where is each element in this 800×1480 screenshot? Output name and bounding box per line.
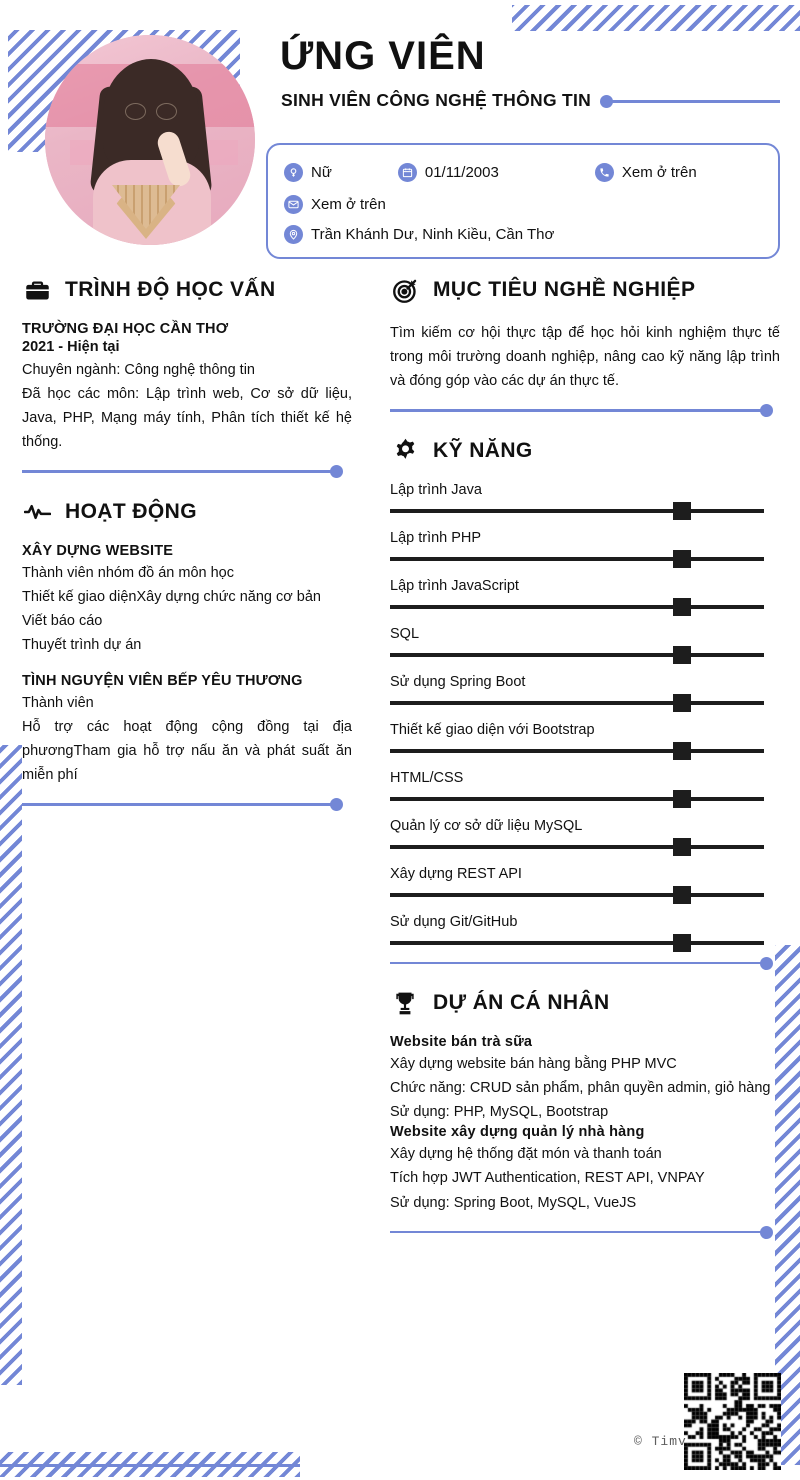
section-activities-title: HOẠT ĐỘNG [65, 499, 197, 523]
project-item [390, 1124, 780, 1214]
contact-gender [284, 163, 332, 182]
skill-row [390, 674, 780, 705]
activities-divider [22, 803, 338, 806]
section-activities-header [22, 497, 352, 527]
gender-value: Nữ [311, 164, 332, 181]
project-line: Chức năng: CRUD sản phẩm, phân quyền admin, giỏ hàng [390, 1080, 771, 1097]
education-courses: Đã học các môn: Lập trình web, Cơ sở dữ liệu, Java, PHP, Mạng máy tính, Phân tích thiết kế hệ thống. [22, 386, 352, 451]
skill-slider[interactable] [390, 653, 764, 657]
location-pin-icon [284, 225, 303, 244]
section-skills-header [390, 436, 780, 466]
skill-row [390, 626, 780, 657]
activity-line: Viết báo cáo [22, 612, 103, 629]
skill-slider-handle[interactable] [673, 598, 691, 616]
contact-email [284, 195, 386, 214]
education-divider [22, 470, 338, 473]
contact-phone [595, 163, 697, 182]
skill-name: Lập trình PHP [390, 529, 482, 546]
skill-slider-handle[interactable] [673, 838, 691, 856]
birthday-value: 01/11/2003 [424, 164, 499, 181]
skill-name: Xây dựng REST API [390, 865, 522, 882]
skill-row [390, 722, 780, 753]
education-period: 2021 - Hiện tại [22, 339, 120, 355]
skill-name: Lập trình Java [390, 481, 482, 498]
skill-slider[interactable] [390, 509, 764, 513]
decor-stripes-left-edge [0, 745, 22, 1385]
activity-line: Thuyết trình dự án [22, 636, 142, 653]
briefcase-icon [22, 275, 52, 305]
section-education-title: TRÌNH ĐỘ HỌC VẤN [65, 278, 276, 301]
skill-name: Thiết kế giao diện với Bootstrap [390, 721, 595, 738]
education-school: TRƯỜNG ĐẠI HỌC CẦN THƠ [22, 321, 229, 337]
pulse-icon [22, 497, 52, 527]
contact-card [266, 143, 780, 259]
skill-name: Lập trình JavaScript [390, 577, 519, 594]
qr-code [684, 1373, 781, 1470]
skill-slider-handle[interactable] [673, 934, 691, 952]
section-objective-title: MỤC TIÊU NGHỀ NGHIỆP [433, 278, 696, 301]
activity-title: XÂY DỰNG WEBSITE [22, 542, 174, 559]
skills-list [390, 482, 780, 945]
section-projects-header [390, 988, 780, 1018]
skill-name: SQL [390, 625, 420, 642]
watermark: © Timv [634, 1434, 687, 1449]
skill-row [390, 914, 780, 945]
decor-bottom-rule [0, 1464, 300, 1467]
project-line: Xây dựng hệ thống đặt món và thanh toán [390, 1146, 662, 1163]
objective-text: Tìm kiếm cơ hội thực tập để học hỏi kinh nghiệm thực tế trong môi trường doanh nghiệp, nâng cao kỹ năng lập trình và đóng góp vào các dự án thực tế. [390, 325, 780, 390]
skill-name: Quản lý cơ sở dữ liệu MySQL [390, 817, 583, 834]
project-title: Website xây dựng quản lý nhà hàng [390, 1124, 645, 1141]
skill-name: HTML/CSS [390, 769, 464, 786]
activity-item [22, 673, 352, 787]
projects-divider [390, 1231, 768, 1234]
skill-slider-handle[interactable] [673, 742, 691, 760]
skill-name: Sử dụng Git/GitHub [390, 913, 518, 930]
project-line: Xây dựng website bán hàng bằng PHP MVC [390, 1056, 677, 1073]
left-column [22, 275, 352, 830]
skill-slider-handle[interactable] [673, 694, 691, 712]
profile-photo [45, 35, 255, 245]
objective-divider [390, 409, 768, 412]
skill-slider[interactable] [390, 557, 764, 561]
skill-row [390, 818, 780, 849]
skill-slider-handle[interactable] [673, 550, 691, 568]
phone-value: Xem ở trên [621, 164, 697, 181]
skill-row [390, 578, 780, 609]
gender-icon [284, 163, 303, 182]
gear-icon [390, 436, 420, 466]
skill-slider[interactable] [390, 797, 764, 801]
project-line: Sử dụng: Spring Boot, MySQL, VueJS [390, 1194, 637, 1211]
mail-icon [284, 195, 303, 214]
skill-slider-handle[interactable] [673, 646, 691, 664]
skill-name: Sử dụng Spring Boot [390, 673, 526, 690]
activity-item [22, 543, 352, 657]
skill-slider[interactable] [390, 605, 764, 609]
candidate-role: SINH VIÊN CÔNG NGHỆ THÔNG TIN [281, 90, 592, 110]
calendar-icon [398, 163, 417, 182]
skill-row [390, 770, 780, 801]
project-line: Sử dụng: PHP, MySQL, Bootstrap [390, 1104, 609, 1121]
skill-row [390, 866, 780, 897]
section-education-header [22, 275, 352, 305]
project-item [390, 1034, 780, 1124]
section-skills-title: KỸ NĂNG [433, 438, 533, 462]
skill-slider[interactable] [390, 701, 764, 705]
email-value: Xem ở trên [311, 196, 386, 213]
skill-slider[interactable] [390, 893, 764, 897]
activity-line: Thành viên nhóm đồ án môn học [22, 564, 234, 581]
skill-slider-handle[interactable] [673, 502, 691, 520]
project-title: Website bán trà sữa [390, 1034, 533, 1051]
candidate-name: ỨNG VIÊN [280, 34, 486, 78]
skill-slider[interactable] [390, 749, 764, 753]
address-value: Trần Khánh Dư, Ninh Kiều, Cần Thơ [311, 226, 555, 243]
education-major: Chuyên ngành: Công nghệ thông tin [22, 362, 255, 378]
project-line: Tích hợp JWT Authentication, REST API, VNPAY [390, 1170, 705, 1187]
activity-line: Thành viên [22, 695, 94, 711]
target-icon [390, 275, 420, 305]
section-objective-header [390, 275, 780, 305]
contact-birthday [398, 163, 499, 182]
skills-divider [390, 962, 768, 965]
activity-line: Hỗ trợ các hoạt động cộng đồng tại địa phươngTham gia hỗ trợ nấu ăn và phát suất ăn miễn phí [22, 719, 352, 784]
activity-title: TÌNH NGUYỆN VIÊN BẾP YÊU THƯƠNG [22, 673, 303, 689]
skill-row [390, 530, 780, 561]
skill-slider[interactable] [390, 941, 764, 945]
contact-address [284, 225, 554, 244]
activity-line: Thiết kế giao diệnXây dựng chức năng cơ bản [22, 588, 321, 605]
skill-slider-handle[interactable] [673, 886, 691, 904]
trophy-icon [390, 988, 420, 1018]
section-projects-title: DỰ ÁN CÁ NHÂN [433, 991, 610, 1015]
header-accent-line [604, 100, 780, 103]
skill-slider[interactable] [390, 845, 764, 849]
right-column [390, 275, 780, 1257]
skill-slider-handle[interactable] [673, 790, 691, 808]
decor-stripes-top-right [512, 5, 800, 31]
phone-icon [595, 163, 614, 182]
skill-row [390, 482, 780, 513]
